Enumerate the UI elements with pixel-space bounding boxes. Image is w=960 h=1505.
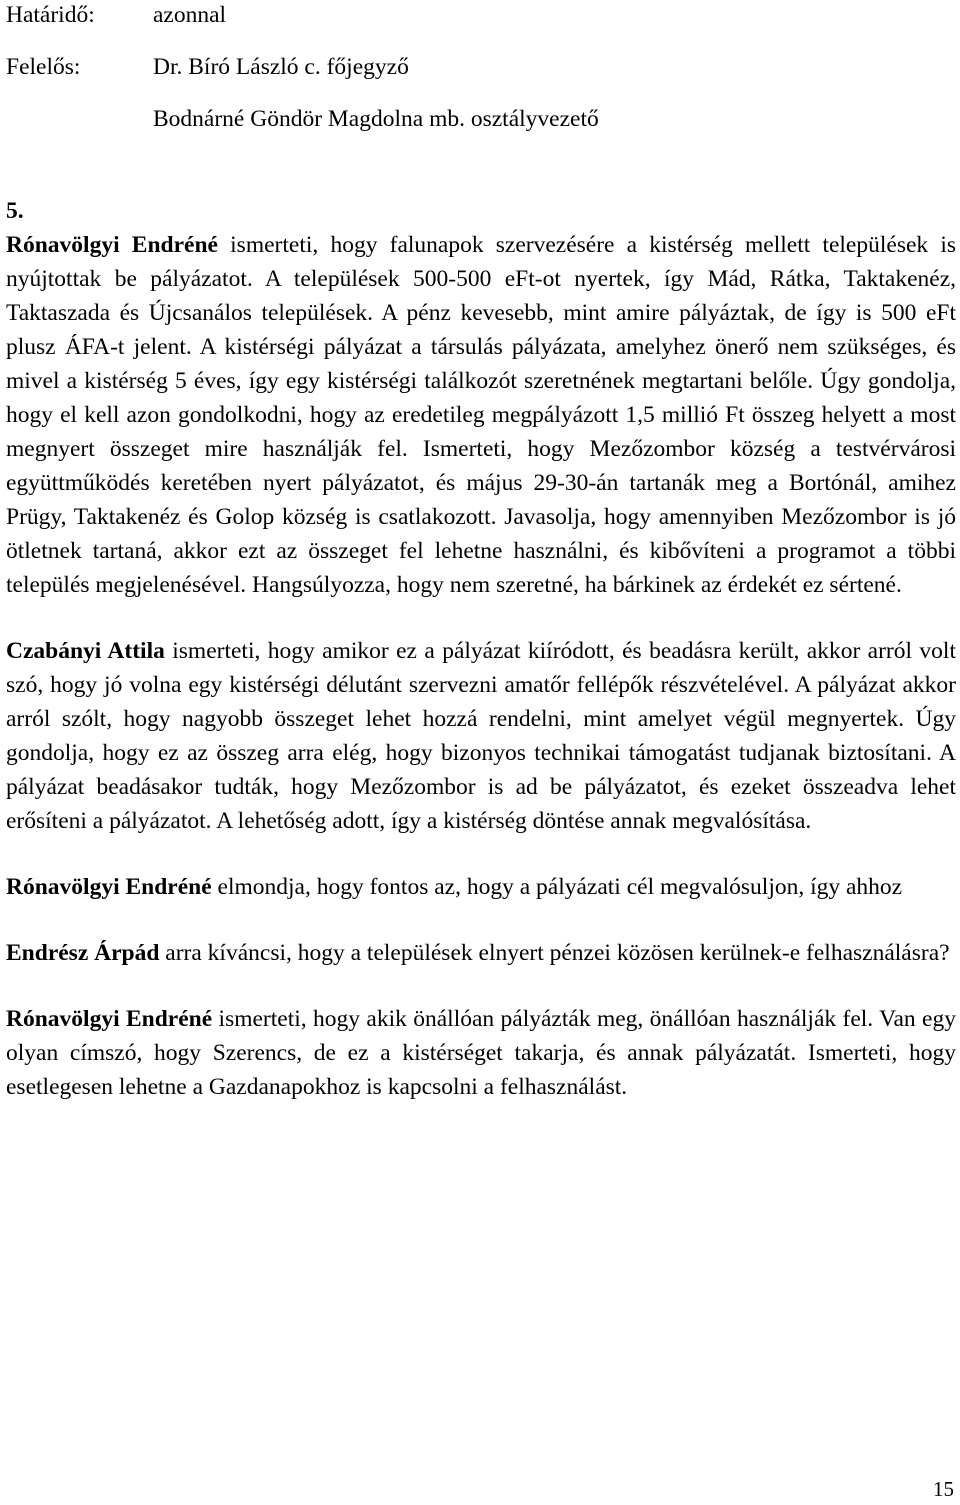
paragraph-text: ismerteti, hogy falunapok szervezésére a kistérség mellett települések is nyújtottak be pályázatot. A települések 500-500 eFt-ot nyertek, így Mád, Rátka, Taktakenéz, Taktaszada és Újcsanálos települések. A pénz kevesebb, mint amire pályáztak, de így is 500 eFt plusz ÁFA-t jelent. A kistérségi pályázat a társulás pályázata, amelyhez önerő nem szükséges, és mivel a kistérség 5 éves, így egy kistérségi találkozót szeretnének megtartani belőle. Úgy gondolja, hogy el kell azon gondolkodni, hogy az eredetileg megpályázott 1,5 millió Ft összeg helyett a most megnyert összeget mire használják fel. Ismerteti, hogy Mezőzombor község a testvérvárosi együttműködés keretében nyert pályázatot, és május 29-30-án tartanák meg a Bortónál, amihez Prügy, Taktakenéz és Golop község is csatlakozott. Javasolja, hogy amennyiben Mezőzombor is jó ötletnek tartaná, akkor ezt az összeget fel lehetne használni, és kibővíteni a programot a többi település megjelenésével. Hangsúlyozza, hogy nem szeretné, ha bárkinek az érdekét ez sértené. bbox=[6, 232, 957, 598]
responsible-label: Felelős: bbox=[6, 54, 81, 80]
paragraph-text: elmondja, hogy fontos az, hogy a pályázati cél megvalósuljon, így ahhoz bbox=[211, 874, 903, 900]
speaker-name: Rónavölgyi Endréné bbox=[6, 1006, 213, 1032]
responsible-row bbox=[6, 50, 956, 84]
paragraph-text: ismerteti, hogy akik önállóan pályázták meg, önállóan használják fel. Van egy olyan címszó, hogy Szerencs, de ez a kistérséget takarja, és annak pályázatát. Ismerteti, hogy esetlegesen lehetne a Gazdanapokhoz is kapcsolni a felhasználást. bbox=[6, 1006, 956, 1100]
paragraph-text: ismerteti, hogy amikor ez a pályázat kiíródott, és beadásra került, akkor arról volt szó, hogy jó volna egy kistérségi délutánt szervezni amatőr fellépők részvételével. A pályázat akkor arról szólt, hogy nagyobb összeget lehet hozzá rendelni, mint amelyet végül megnyertek. Úgy gondolja, hogy ez az összeg arra elég, hogy bizonyos technikai támogatást tudjanak biztosítani. A pályázat beadásakor tudták, hogy Mezőzombor is ad be pályázatot, és ezeket összeadva lehet erősíteni a pályázatot. A lehetőség adott, így a kistérség döntése annak megvalósítása. bbox=[6, 638, 956, 834]
responsible-person-1: Dr. Bíró László c. főjegyző bbox=[153, 54, 409, 80]
deadline-label: Határidő: bbox=[6, 2, 95, 28]
responsible-person-2: Bodnárné Göndör Magdolna mb. osztályvezető bbox=[153, 106, 599, 132]
speaker-name: Rónavölgyi Endréné bbox=[6, 232, 218, 258]
section-number: 5. bbox=[6, 198, 24, 224]
deadline-value: azonnal bbox=[153, 2, 227, 28]
speaker-name: Czabányi Attila bbox=[6, 638, 165, 664]
responsible-row-2 bbox=[6, 102, 956, 136]
page-number: 15 bbox=[933, 1477, 954, 1501]
paragraph bbox=[6, 1002, 956, 1104]
document-page bbox=[6, 0, 956, 1104]
paragraph bbox=[6, 634, 956, 838]
paragraph bbox=[6, 936, 956, 970]
paragraph bbox=[6, 870, 956, 904]
deadline-row bbox=[6, 0, 956, 32]
speaker-name: Endrész Árpád bbox=[6, 940, 160, 966]
paragraph-text: arra kíváncsi, hogy a települések elnyert pénzei közösen kerülnek-e felhasználásra? bbox=[159, 940, 950, 966]
paragraph bbox=[6, 228, 956, 602]
speaker-name: Rónavölgyi Endréné bbox=[6, 874, 212, 900]
